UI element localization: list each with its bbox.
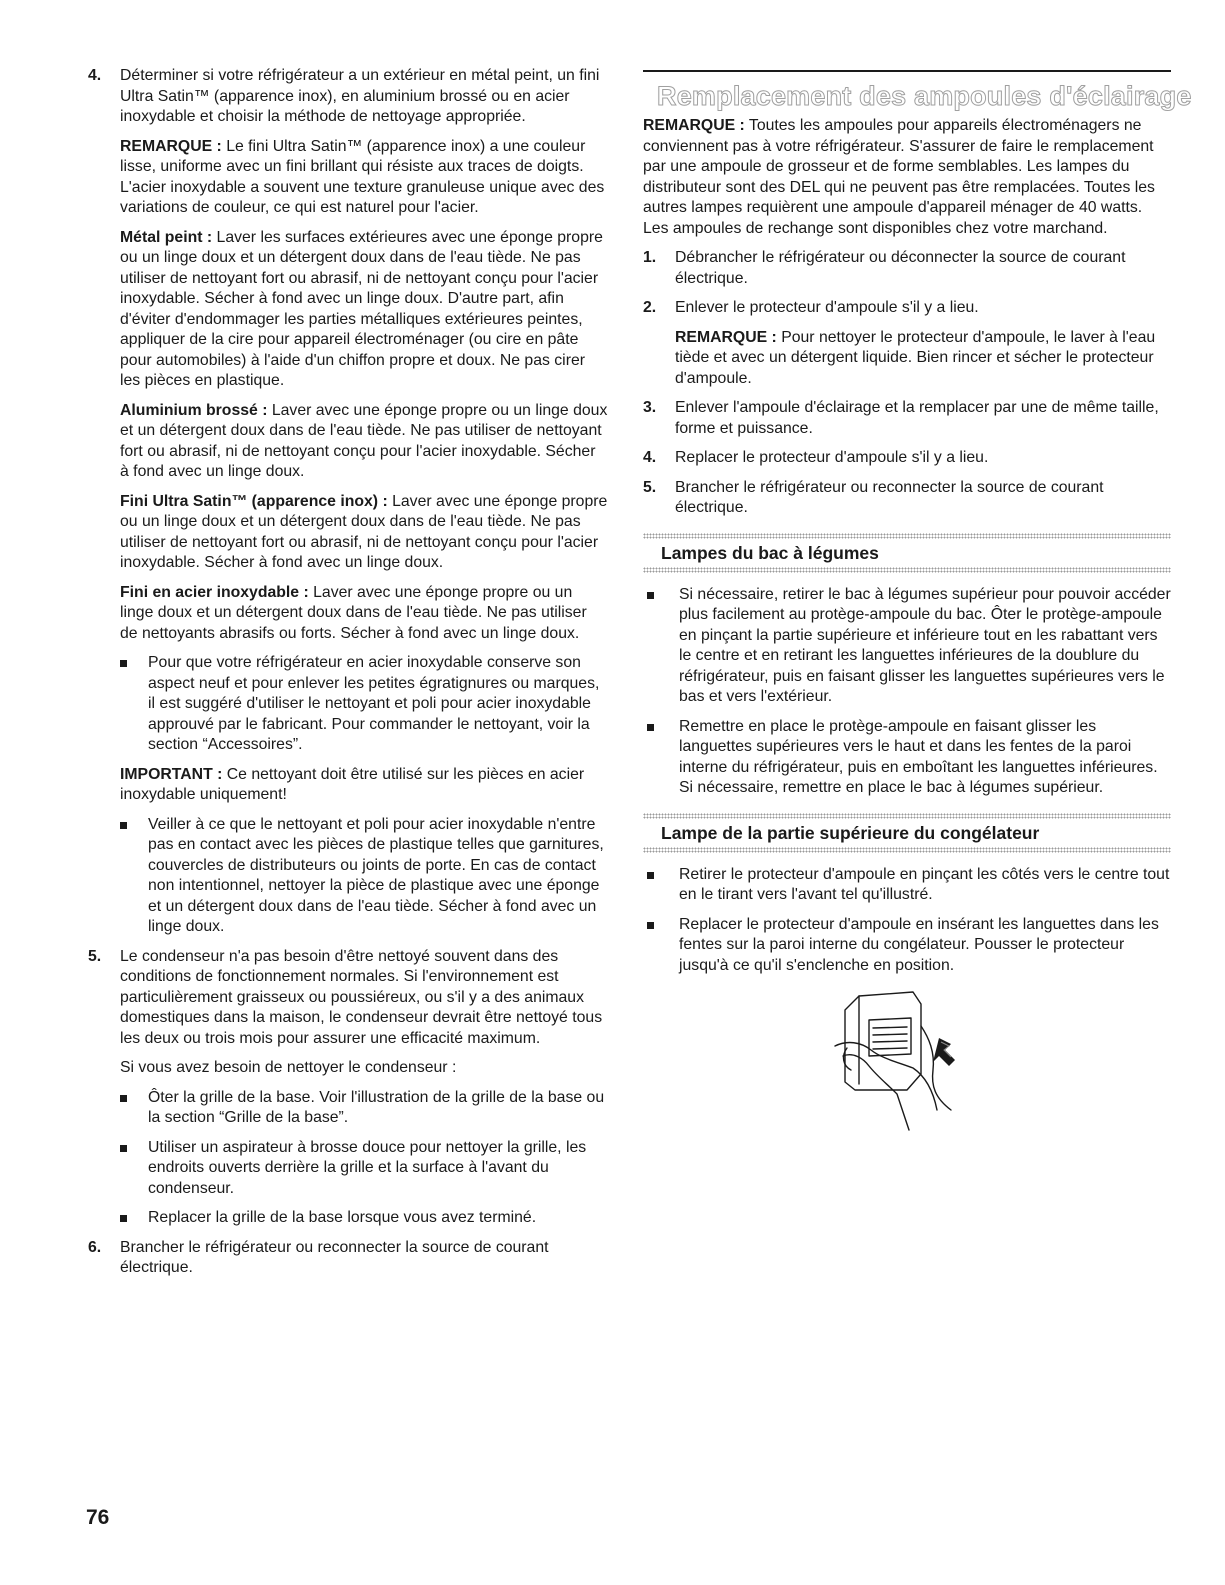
list-item: Si nécessaire, retirer le bac à légumes supérieur pour pouvoir accéder plus facilement au protège-ampoule du bac. Ôter le protège-ampoule en pinçant la partie supérieure et inférieure tout en les rabattant vers le centre et en retirant les languettes inférieures de la doublure du réfrigérateur, puis en faisant glisser les languettes supérieures vers le bas et vers l'extérieur. [643,585,1171,708]
list-item: Pour que votre réfrigérateur en acier inoxydable conserve son aspect neuf et pour enlever les petites égratignures ou marques, il est suggéré d'utiliser le nettoyant et poli pour acier inoxydable approuvé par le fabricant. Pour commander le nettoyant, voir la section “Accessoires”. [88,653,608,756]
top-rule [643,70,1171,72]
step-5 [88,947,608,1079]
step-3: 3. Enlever l'ampoule d'éclairage et la remplacer par une de même taille, forme et puissance. [643,399,1159,437]
list-item: Veiller à ce que le nettoyant et poli pour acier inoxydable n'entre pas en contact avec les pièces de plastique telles que garnitures, couvercles de distributeurs ou joints de porte. En cas de contact non intentionnel, nettoyer la pièce de plastique avec une éponge et un détergent doux dans de l'eau tiède. Sécher à fond avec un linge doux. [88,815,608,938]
step-4: 4. Replacer le protecteur d'ampoule s'il y a lieu. [643,449,989,466]
inox-paragraph: Fini en acier inoxydable : Laver avec une éponge propre ou un linge doux et un détergent doux dans de l'eau tiède. Ne pas utiliser de nettoyants abrasifs ou forts. Sécher à fond avec un linge doux. [120,583,587,642]
list-item: Replacer le protecteur d'ampoule en insérant les languettes dans les fentes sur la paroi interne du congélateur. Pousser le protecteur jusqu'à ce qu'il s'enclenche en position. [643,915,1171,977]
bullet-icon [120,1215,127,1222]
bullet-icon [647,872,654,879]
list-item: Replacer la grille de la base lorsque vous avez terminé. [88,1208,608,1229]
step-number: 4. [88,67,102,84]
step-1: 1. Débrancher le réfrigérateur ou déconnecter la source de courant électrique. [643,249,1126,287]
step-text: Brancher le réfrigérateur ou reconnecter la source de courant électrique. [120,1238,549,1276]
step-2: 2. Enlever le protecteur d'ampoule s'il y a lieu. REMARQUE : Pour nettoyer le protecteur d'ampoule, le laver à l'eau tiède et avec un détergent liquide. Bien rincer et sécher le protecteur d'ampoule. [643,298,1171,389]
bullet-icon [120,1145,127,1152]
bullet-icon [647,922,654,929]
important-paragraph: IMPORTANT : Ce nettoyant doit être utilisé sur les pièces en acier inoxydable uniquement! [120,765,585,803]
bullet-icon [647,592,654,599]
list-item: Utiliser un aspirateur à brosse douce pour nettoyer la grille, les endroits ouverts derrière la grille et la surface à l'avant du condenseur. [88,1138,608,1200]
step-intro: Si vous avez besoin de nettoyer le condenseur : [120,1059,457,1076]
step-number: 6. [88,1238,102,1256]
list-item: Remettre en place le protège-ampoule en faisant glisser les languettes supérieures vers le haut et dans les fentes de la paroi interne du réfrigérateur, puis en emboîtant les languettes inférieures. Si nécessaire, remettre en place le bac à légumes supérieur. [643,717,1171,799]
left-column [88,66,608,1288]
step-5: 5. Brancher le réfrigérateur ou reconnecter la source de courant électrique. [643,478,1104,516]
hand-removing-cover-icon [825,986,975,1136]
bullet-icon [120,822,127,829]
metal-paragraph: Métal peint : Laver les surfaces extérieures avec une éponge propre ou un linge doux et un détergent doux dans de l'eau tiède. Ne pas utiliser de nettoyant fort ou abrasif, ni de nettoyant conçu pour l'acier inoxydable. Sécher à fond avec un linge doux. D'autre part, afin d'éviter d'endommager les parties métalliques extérieures peintes, appliquer de la cire pour appareil électroménager (ou cire en pâte pour automobiles) à l'aide d'un chiffon propre et doux. Ne pas cirer les pièces en plastique. [120,228,603,389]
bullet-icon [647,724,654,731]
list-item: Ôter la grille de la base. Voir l'illustration de la grille de la base ou la section “Grille de la base”. [88,1088,608,1129]
remarque-paragraph: REMARQUE : Le fini Ultra Satin™ (apparence inox) a une couleur lisse, uniforme avec un fini brillant qui résiste aux traces de doigts. L'acier inoxydable a souvent une texture granuleuse unique avec des variations de couleur, ce qui est naturel pour l'acier. [120,137,605,216]
dotted-rule [643,847,1171,853]
step2-note: REMARQUE : Pour nettoyer le protecteur d'ampoule, le laver à l'eau tiède et avec un détergent liquide. Bien rincer et sécher le protecteur d'ampoule. [675,328,1156,387]
list-item: Retirer le protecteur d'ampoule en pinçant les côtés vers le centre tout en le tirant vers l'avant tel qu'illustré. [643,865,1171,906]
step-text: Déterminer si votre réfrigérateur a un extérieur en métal peint, un fini Ultra Satin™ (apparence inox), en aluminium brossé ou en acier inoxydable et choisir la méthode de nettoyage appropriée. [120,67,600,125]
aluminium-paragraph: Aluminium brossé : Laver avec une éponge propre ou un linge doux et un détergent doux dans de l'eau tiède. Ne pas utiliser de nettoyant fort ou abrasif, ni de nettoyant conçu pour l'acier inoxydable. Sécher à fond avec un linge doux. [120,401,608,480]
satin-paragraph: Fini Ultra Satin™ (apparence inox) : Laver avec une éponge propre ou un linge doux et un détergent doux dans de l'eau tiède. Ne pas utiliser de nettoyant fort ou abrasif, ni de nettoyant conçu pour l'acier inoxydable. Sécher à fond avec un linge doux. [120,492,608,571]
step-6 [88,1238,608,1279]
vegetable-heading: Lampes du bac à légumes [643,533,1171,573]
dotted-rule [643,567,1171,573]
step-number: 5. [88,947,102,965]
lamp-cover-illustration [825,986,975,1136]
bullet-icon [120,660,127,667]
freezer-heading: Lampe de la partie supérieure du congélateur [643,813,1171,853]
step-4 [88,66,608,644]
bullet-icon [120,1095,127,1102]
step-text: Le condenseur n'a pas besoin d'être nettoyé souvent dans des conditions de fonctionnement normales. Si l'environnement est particulièrement graisseux ou poussiéreux, ou s'il y a des animaux domestiques dans la maison, le condenseur devrait être nettoyé tous les deux ou trois mois pour assurer une efficacité maximum. [120,947,603,1047]
section-title: Remplacement des ampoules d'éclairage [657,81,1192,111]
remarque-paragraph: REMARQUE : Toutes les ampoules pour appareils électroménagers ne conviennent pas à votre réfrigérateur. S'assurer de faire le remplacement par une ampoule de grosseur et de forme semblables. Les lampes du distributeur sont des DEL qui ne peuvent pas être remplacées. Toutes les autres lampes requièrent une ampoule d'appareil ménager de 40 watts. Les ampoules de rechange sont disponibles chez votre marchand. [643,117,1155,237]
right-column [643,66,1192,1136]
page-number: 76 [86,1506,110,1529]
